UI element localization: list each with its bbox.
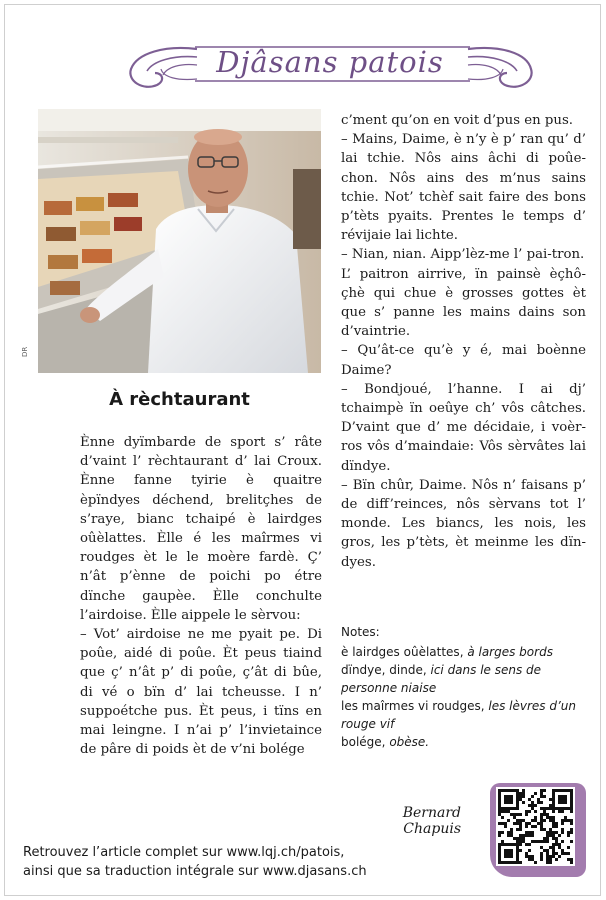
header-title: Djâsans patois <box>216 45 444 79</box>
paragraph: Ènne dyïmbarde de sport s’ râte d’vaint l’ rèchtaurant d’ lai Croux. Ènne fanne tyirie è quaitre èpïndyes déchend, brelitçhes de s’raye, bianc tchaipé è lairdges oûèlattes. Èlle é les maîrmes vi roudges èt le le moère fardè. Ç’ n’ât p’ènne de poichi po étre dïnche gaupèe. Èlle conchulte l’airdoise. Èlle aippele le sèrvou: <box>80 435 322 623</box>
note-term: les maîrmes vi roudges, <box>341 699 485 713</box>
note-gloss: les lèvres d’un rouge vif <box>341 699 577 731</box>
article-column-left <box>80 433 322 759</box>
footer-line-1: Retrouvez l’article complet sur www.lqj.ch/patois, <box>23 845 345 860</box>
note-gloss: ici dans le sens de personne niaise <box>341 663 542 695</box>
note-gloss: à larges bords <box>463 645 553 659</box>
paragraph: – Nian, nian. Aipp’lèz-me l’ pai-tron. <box>341 247 585 263</box>
footer-line-2: ainsi que sa traduction intégrale sur www.djasans.ch <box>23 864 367 879</box>
notes-section <box>341 623 591 751</box>
note-item <box>341 661 591 697</box>
article-title: À rèchtaurant <box>109 389 250 410</box>
photo-credit: DR <box>21 346 29 357</box>
note-item <box>341 697 591 733</box>
note-term: dïndye, dinde, <box>341 663 427 677</box>
article-column-right <box>341 111 586 572</box>
footer <box>23 843 443 881</box>
author-name: Bernard Chapuis <box>402 805 461 837</box>
note-gloss: obèse. <box>385 735 430 749</box>
paragraph: L’ paitron airrive, ïn painsè èçhô-çhè qui chue è grosses gottes èt que s’ panne les mains dains son d’vaintrie. <box>341 266 586 340</box>
notes-title: Notes: <box>341 625 380 639</box>
paragraph: – Vot’ airdoise ne me pyait pe. Di poûe, aidé di poûe. Èt peus tiaind que ç’ n’ât p’ di poûe, ç’ât di bûe, di vé o bïn d’ lai tcheusse. I n’ suppoétche pus. Èt peus, i tïns en mai leingne. I n’ai p’ l’invietaince de pâre di poids èt de v’ni bolége <box>80 627 322 758</box>
paragraph: – Mains, Daime, è n’y è p’ ran qu’ d’ lai tchie. Nôs ains âchi di poûe-chon. Nôs ains des m’nus sains tchie. Not’ tchèf sait faire des bons p’tèts pyaits. Prentes le temps d’ révijaie lai lichte. <box>341 132 586 244</box>
paragraph: c’ment qu’on en voit d’pus en pus. <box>341 113 574 128</box>
paragraph: – Qu’ât-ce qu’è y é, mai boènne Daime? <box>341 343 586 378</box>
qr-code-icon[interactable] <box>490 783 586 877</box>
paragraph: – Bïn chûr, Daime. Nôs n’ faisans p’ de diff’reinces, nôs sèrvans tot l’ monde. Les biancs, les nois, les gros, les p’tèts, èt meinme les dïn-dyes. <box>341 477 586 570</box>
article-photo <box>38 109 321 373</box>
photo-illustration <box>38 109 321 373</box>
paragraph: – Bondjoué, l’hanne. I ai dj’ tchaimpè ïn oeûye ch’ vôs câtches. D’vaint que d’ me décidaie, i voèr-ros vôs d’maindaie: Vôs sèrvâtes lai dïndye. <box>341 381 586 474</box>
note-term: è lairdges oûèlattes, <box>341 645 464 659</box>
note-item <box>341 643 591 661</box>
note-item <box>341 733 591 751</box>
page <box>4 4 601 896</box>
note-term: bolége, <box>341 735 386 749</box>
qr-code-panel[interactable] <box>490 783 586 877</box>
header-banner <box>125 39 535 95</box>
